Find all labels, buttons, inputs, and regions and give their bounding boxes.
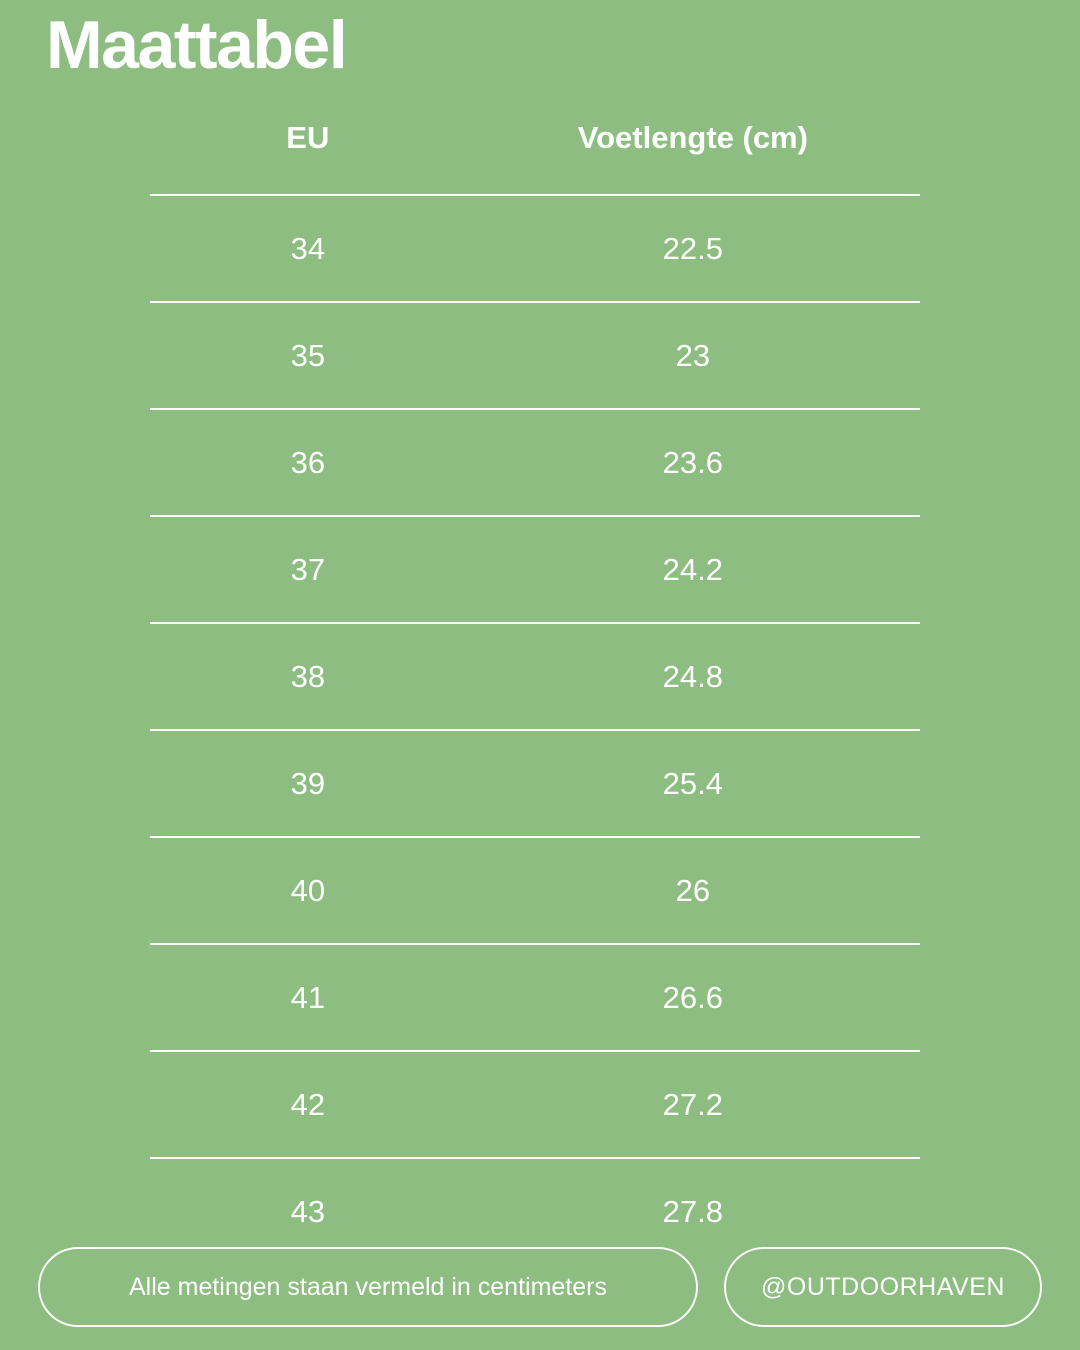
table-row [150, 409, 920, 516]
cell-eu: 43 [150, 1158, 466, 1264]
cell-eu: 37 [150, 516, 466, 623]
size-table [150, 120, 920, 1264]
table-row [150, 944, 920, 1051]
cell-foot-length: 23 [466, 302, 920, 409]
social-handle-badge: @OUTDOORHAVEN [724, 1247, 1042, 1327]
footer [0, 1247, 1080, 1331]
cell-foot-length: 24.2 [466, 516, 920, 623]
cell-foot-length: 26.6 [466, 944, 920, 1051]
column-header-eu: EU [286, 120, 330, 155]
cell-foot-length: 25.4 [466, 730, 920, 837]
cell-foot-length: 27.2 [466, 1051, 920, 1158]
cell-foot-length: 27.8 [466, 1158, 920, 1264]
size-table-container [150, 120, 920, 1264]
page-title: Maattabel [46, 7, 347, 83]
cell-eu: 38 [150, 623, 466, 730]
table-row [150, 730, 920, 837]
cell-foot-length: 23.6 [466, 409, 920, 516]
column-header-foot-length: Voetlengte (cm) [577, 120, 808, 155]
cell-eu: 39 [150, 730, 466, 837]
table-row [150, 516, 920, 623]
table-row [150, 1051, 920, 1158]
table-row [150, 195, 920, 302]
cell-foot-length: 24.8 [466, 623, 920, 730]
table-row [150, 302, 920, 409]
table-row [150, 837, 920, 944]
cell-foot-length: 26 [466, 837, 920, 944]
cell-eu: 36 [150, 409, 466, 516]
table-row [150, 623, 920, 730]
cell-eu: 40 [150, 837, 466, 944]
table-header-row [150, 120, 920, 195]
cell-eu: 42 [150, 1051, 466, 1158]
table-body [150, 195, 920, 1264]
measurement-note-badge: Alle metingen staan vermeld in centimeters [38, 1247, 698, 1327]
cell-foot-length: 22.5 [466, 195, 920, 302]
cell-eu: 35 [150, 302, 466, 409]
table-header [150, 120, 920, 195]
cell-eu: 41 [150, 944, 466, 1051]
cell-eu: 34 [150, 195, 466, 302]
